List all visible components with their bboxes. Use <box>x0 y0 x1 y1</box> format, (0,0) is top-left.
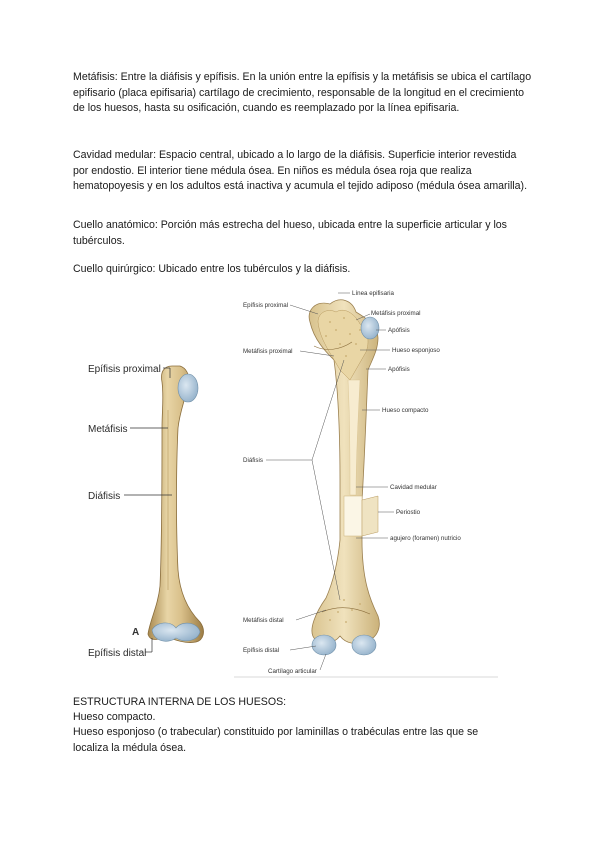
label-b-metafisis-proximal-r: Metáfisis proximal <box>371 310 421 317</box>
label-a-epifisis-distal: Epífisis distal <box>88 648 147 659</box>
leader-b-cartilago <box>320 654 326 670</box>
label-b-agujero: agujero (foramen) nutricio <box>390 535 461 542</box>
label-b-epifisis-distal: Epífisis distal <box>243 647 280 654</box>
label-b-linea-epifisaria: Línea epifisaria <box>352 290 394 297</box>
paragraph-cavidad-medular: Cavidad medular: Espacio central, ubicado a lo largo de la diáfisis. Superficie interior revestida por endostio. El interior tiene médula ósea. En niños es médula ósea roja que realiza hematopoyesis y en los adultos está inactiva y acumula el tejido adiposo (médula ósea amarilla). <box>73 149 528 193</box>
figure-b-femur <box>234 290 498 677</box>
femur-distal-cartilage-left <box>312 635 336 655</box>
section-item-compacto: Hueso compacto. <box>73 711 156 723</box>
humerus-bone <box>148 366 203 643</box>
label-b-apofisis-1: Apófisis <box>388 327 410 334</box>
paragraph-cuello-anatomico: Cuello anatómico: Porción más estrecha del hueso, ubicada entre la superficie articular y los tubérculos. <box>73 219 507 247</box>
femur-periostio <box>344 496 362 536</box>
paragraph-cuello-quirurgico: Cuello quirúrgico: Ubicado entre los tubérculos y la diáfisis. <box>73 263 351 275</box>
section-heading: ESTRUCTURA INTERNA DE LOS HUESOS: <box>73 696 287 708</box>
leader-b-diafisis-down <box>312 460 340 600</box>
label-b-hueso-esponjoso: Hueso esponjoso <box>392 347 440 354</box>
label-a-diafisis: Diáfisis <box>88 491 121 502</box>
label-b-cartilago: Cartílago articular <box>268 668 317 675</box>
label-b-metafisis-proximal-l: Metáfisis proximal <box>243 348 293 355</box>
label-b-cavidad-medular: Cavidad medular <box>390 484 437 491</box>
humerus-head-cartilage <box>178 374 198 402</box>
label-a-panel-letter: A <box>132 627 140 638</box>
femur-periostio-flap <box>362 496 378 536</box>
label-b-hueso-compacto: Hueso compacto <box>382 407 429 414</box>
label-b-epifisis-proximal: Epífisis proximal <box>243 302 289 309</box>
paragraph-metafisis: Metáfisis: Entre la diáfisis y epífisis. En la unión entre la epífisis y la metáfisis se ubica el cartílago epifisario (placa epifisaria) cartílago de crecimiento, responsable de la longitud en el crecimiento de los huesos, hasta su osificación, cuando es reemplazado por la línea epifisaria. <box>73 71 532 115</box>
label-b-apofisis-2: Apófisis <box>388 366 410 373</box>
femur-proximal-cartilage <box>361 317 379 339</box>
label-b-periostio: Periostio <box>396 509 421 516</box>
leader-b-epifisis-distal <box>290 646 316 650</box>
label-b-diafisis: Diáfisis <box>243 457 263 464</box>
label-a-epifisis-proximal: Epífisis proximal <box>88 364 161 375</box>
label-b-metafisis-distal: Metáfisis distal <box>243 617 284 624</box>
femur-distal-cartilage-right <box>352 635 376 655</box>
section-item-esponjoso: Hueso esponjoso (o trabecular) constituido por laminillas o trabéculas entre las que se localiza la médula ósea. <box>73 726 479 754</box>
figure-a-humerus <box>88 364 203 659</box>
label-a-metafisis: Metáfisis <box>88 424 128 435</box>
